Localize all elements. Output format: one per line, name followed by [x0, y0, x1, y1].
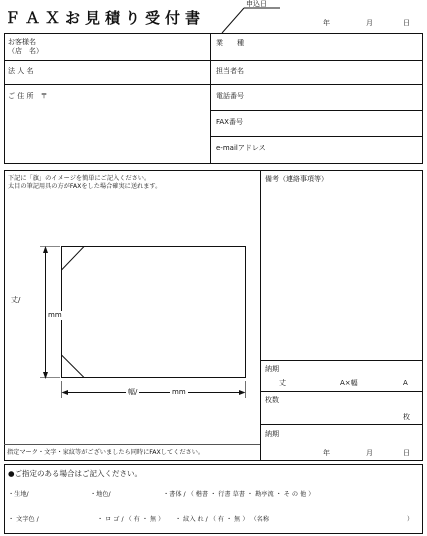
form-title: ＦＡＸお見積り受付書 — [5, 9, 206, 27]
height-label: 丈/ — [11, 296, 21, 304]
customer-name-label: お客様名 — [8, 38, 36, 46]
deadline-month-label: 月 — [366, 449, 373, 457]
font-style-label: ・書体 / （ 楷書 ・ 行書 草書 ・ 勘亭流 ・ そ の 他 ） — [163, 491, 315, 498]
receipt-date-label: 申込日 — [246, 0, 267, 8]
drawing-instruction-line1: 下記に「旗」のイメージを簡単にご記入ください。 — [8, 175, 151, 182]
height-unit: mm — [48, 311, 62, 319]
width-label: 幅/ — [128, 388, 138, 396]
quantity-unit: 枚 — [403, 413, 410, 421]
embroidery-label: ・ 紋入 れ / （ 有 ・ 無 ） （名称 — [175, 516, 270, 523]
size-times-label: A×幅 — [340, 379, 358, 387]
date-year-label: 年 — [323, 19, 330, 27]
specs-header: ●ご指定のある場合はご記入ください。 — [8, 469, 143, 478]
delivery-label: 納期 — [265, 365, 279, 373]
address-label: ご 住 所 〒 — [8, 92, 48, 100]
deadline-year-label: 年 — [323, 449, 330, 457]
drawing-bottom-note: 指定マーク・文字・家紋等がございましたら同時にFAXしてください。 — [7, 449, 205, 456]
logo-label: ・ ロ ゴ / （ 有 ・ 無 ） — [97, 516, 165, 523]
size-suffix-label: A — [403, 379, 408, 387]
size-prefix-label: 丈 — [279, 379, 286, 387]
shop-name-label: （店 名） — [8, 47, 43, 55]
deadline-label: 納期 — [265, 430, 279, 438]
date-month-label: 月 — [366, 19, 373, 27]
industry-label: 業 種 — [216, 39, 244, 47]
embroidery-close-paren: ） — [407, 516, 414, 523]
phone-label: 電話番号 — [216, 92, 244, 100]
email-label: e-mailアドレス — [216, 144, 266, 152]
text-color-label: ・ 文字色 / — [8, 516, 39, 523]
fabric-label: ・生地/ — [8, 491, 29, 498]
fax-label: FAX番号 — [216, 118, 243, 126]
quantity-field[interactable] — [300, 404, 395, 421]
date-day-label: 日 — [403, 19, 410, 27]
ground-color-label: ・地色/ — [90, 491, 111, 498]
contact-person-label: 担当者名 — [216, 67, 244, 75]
quantity-label: 枚数 — [265, 396, 279, 404]
drawing-instruction-line2: 太目の筆記用具の方がFAXをした場合確実に送れます。 — [8, 183, 162, 190]
width-unit: mm — [172, 388, 186, 396]
deadline-day-label: 日 — [403, 449, 410, 457]
corporate-name-label: 法 人 名 — [8, 67, 34, 75]
remarks-field[interactable] — [263, 188, 420, 356]
remarks-label: 備考（連絡事項等） — [265, 175, 328, 183]
